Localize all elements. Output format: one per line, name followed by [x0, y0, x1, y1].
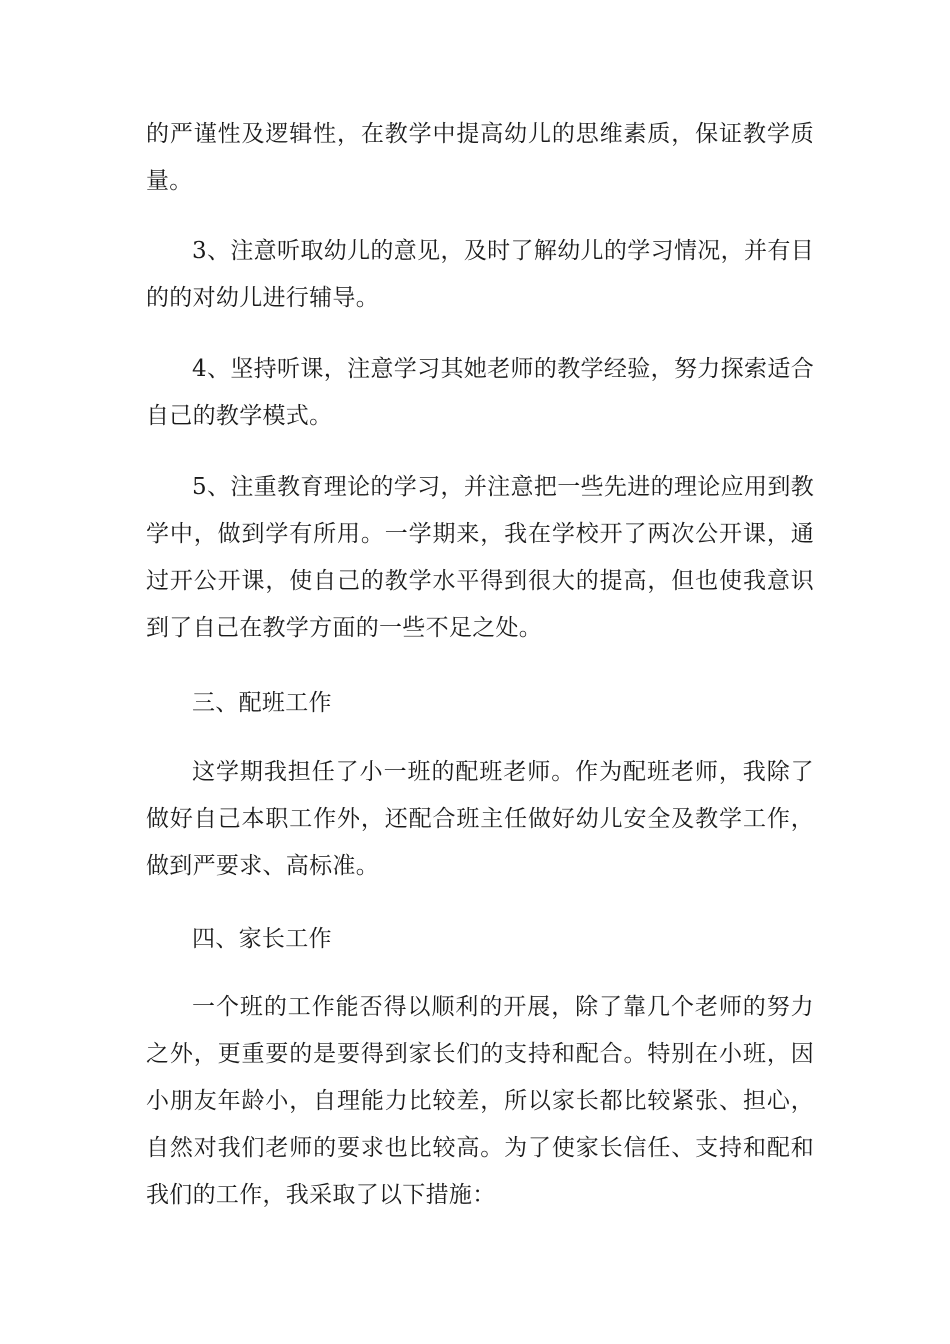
paragraph-item-4: 4、坚持听课，注意学习其她老师的教学经验，努力探索适合自己的教学模式。: [146, 356, 814, 429]
paragraph-item-3: 3、注意听取幼儿的意见，及时了解幼儿的学习情况，并有目的的对幼儿进行辅导。: [146, 238, 814, 311]
paragraph-class-work: 这学期我担任了小一班的配班老师。作为配班老师，我除了做好自己本职工作外，还配合班主任做好幼儿安全及教学工作，做到严要求、高标准。: [146, 759, 814, 879]
paragraph-item-5: 5、注重教育理论的学习，并注意把一些先进的理论应用到教学中，做到学有所用。一学期来，我在学校开了两次公开课，通过开公开课，使自己的教学水平得到很大的提高，但也使我意识到了自己在教学方面的一些不足之处。: [146, 474, 814, 641]
section-heading-class-work: 三、配班工作: [192, 690, 332, 716]
section-heading-parent-work: 四、家长工作: [192, 926, 332, 952]
paragraph-continuation: 的严谨性及逻辑性，在教学中提高幼儿的思维素质，保证教学质量。: [146, 121, 814, 194]
paragraph-parent-work: 一个班的工作能否得以顺利的开展，除了靠几个老师的努力之外，更重要的是要得到家长们的支持和配合。特别在小班，因小朋友年龄小，自理能力比较差，所以家长都比较紧张、担心，自然对我们老师的要求也比较高。为了使家长信任、支持和配和我们的工作，我采取了以下措施：: [146, 994, 814, 1208]
